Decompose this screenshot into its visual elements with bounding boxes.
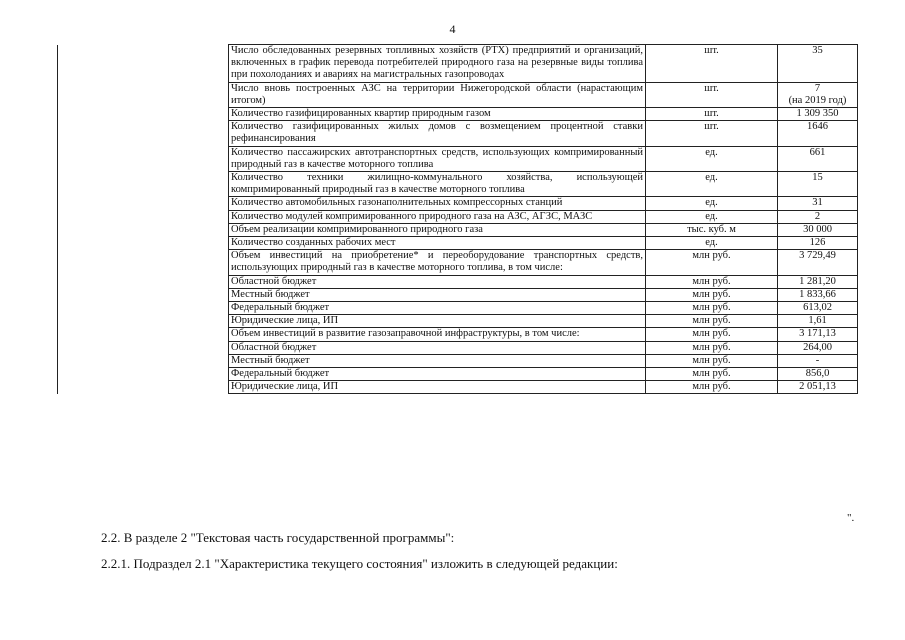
blank-left-column bbox=[58, 45, 229, 394]
paragraph-section-2-2: 2.2. В разделе 2 "Текстовая часть государственной программы": bbox=[101, 530, 455, 545]
page-number: 4 bbox=[449, 22, 456, 36]
unit-cell: шт. bbox=[646, 108, 778, 121]
value-cell: 3 729,49 bbox=[778, 250, 858, 275]
unit-cell: ед. bbox=[646, 197, 778, 210]
value-cell: 1 833,66 bbox=[778, 288, 858, 301]
unit-cell: шт. bbox=[646, 121, 778, 146]
value-cell: 1646 bbox=[778, 121, 858, 146]
value-cell: 7 (на 2019 год) bbox=[778, 82, 858, 107]
value-cell: 3 171,13 bbox=[778, 328, 858, 341]
unit-cell: млн руб. bbox=[646, 250, 778, 275]
indicator-name-cell: Местный бюджет bbox=[229, 354, 646, 367]
unit-cell: ед. bbox=[646, 146, 778, 171]
paragraph-section-2-2-1: 2.2.1. Подраздел 2.1 "Характеристика текущего состояния" изложить в следующей редакции: bbox=[101, 556, 618, 571]
value-cell: 2 051,13 bbox=[778, 381, 858, 394]
indicator-name-cell: Количество созданных рабочих мест bbox=[229, 237, 646, 250]
indicator-name-cell: Количество газифицированных квартир природным газом bbox=[229, 108, 646, 121]
unit-cell: млн руб. bbox=[646, 341, 778, 354]
indicator-name-cell: Количество газифицированных жилых домов с возмещением процентной ставки рефинансирования bbox=[229, 121, 646, 146]
indicator-name-cell: Количество модулей компримированного природного газа на АЗС, АГЗС, МАЗС bbox=[229, 210, 646, 223]
closing-quote: ". bbox=[847, 512, 855, 524]
indicator-name-cell: Областной бюджет bbox=[229, 341, 646, 354]
indicator-name-cell: Федеральный бюджет bbox=[229, 368, 646, 381]
unit-cell: млн руб. bbox=[646, 354, 778, 367]
unit-cell: шт. bbox=[646, 45, 778, 83]
unit-cell: млн руб. bbox=[646, 275, 778, 288]
unit-cell: ед. bbox=[646, 210, 778, 223]
value-cell: 1,61 bbox=[778, 315, 858, 328]
indicator-name-cell: Федеральный бюджет bbox=[229, 302, 646, 315]
unit-cell: млн руб. bbox=[646, 288, 778, 301]
unit-cell: млн руб. bbox=[646, 381, 778, 394]
table-row bbox=[58, 45, 858, 83]
value-cell: 661 bbox=[778, 146, 858, 171]
unit-cell: ед. bbox=[646, 237, 778, 250]
unit-cell: ед. bbox=[646, 172, 778, 197]
indicator-name-cell: Местный бюджет bbox=[229, 288, 646, 301]
value-cell: 31 bbox=[778, 197, 858, 210]
indicator-name-cell: Областной бюджет bbox=[229, 275, 646, 288]
indicator-name-cell: Объем реализации компримированного природного газа bbox=[229, 223, 646, 236]
indicator-name-cell: Число вновь построенных АЗС на территории Нижегородской области (нарастающим итогом) bbox=[229, 82, 646, 107]
unit-cell: шт. bbox=[646, 82, 778, 107]
unit-cell: млн руб. bbox=[646, 368, 778, 381]
value-cell: 1 281,20 bbox=[778, 275, 858, 288]
unit-cell: млн руб. bbox=[646, 328, 778, 341]
indicator-name-cell: Количество техники жилищно-коммунального хозяйства, использующей компримированный природный газ в качестве моторного топлива bbox=[229, 172, 646, 197]
indicator-name-cell: Юридические лица, ИП bbox=[229, 381, 646, 394]
value-cell: 613,02 bbox=[778, 302, 858, 315]
value-cell: 126 bbox=[778, 237, 858, 250]
value-cell: 264,00 bbox=[778, 341, 858, 354]
value-cell: 1 309 350 bbox=[778, 108, 858, 121]
indicator-name-cell: Количество автомобильных газонаполнительных компрессорных станций bbox=[229, 197, 646, 210]
value-cell: 856,0 bbox=[778, 368, 858, 381]
value-cell: 30 000 bbox=[778, 223, 858, 236]
indicators-table bbox=[57, 44, 858, 394]
value-cell: 35 bbox=[778, 45, 858, 83]
indicator-name-cell: Число обследованных резервных топливных хозяйств (РТХ) предприятий и организаций, включенных в график перевода потребителей природного газа на резервные виды топлива при похолоданиях и авариях на магистральных газопроводах bbox=[229, 45, 646, 83]
value-cell: 2 bbox=[778, 210, 858, 223]
value-cell: - bbox=[778, 354, 858, 367]
unit-cell: млн руб. bbox=[646, 302, 778, 315]
indicator-name-cell: Количество пассажирских автотранспортных средств, использующих компримированный природный газ в качестве моторного топлива bbox=[229, 146, 646, 171]
indicator-name-cell: Юридические лица, ИП bbox=[229, 315, 646, 328]
indicator-name-cell: Объем инвестиций на приобретение* и переоборудование транспортных средств, использующих природный газ в качестве моторного топлива, в том числе: bbox=[229, 250, 646, 275]
value-cell: 15 bbox=[778, 172, 858, 197]
indicators-table-body bbox=[58, 45, 858, 394]
unit-cell: млн руб. bbox=[646, 315, 778, 328]
unit-cell: тыс. куб. м bbox=[646, 223, 778, 236]
indicator-name-cell: Объем инвестиций в развитие газозаправочной инфраструктуры, в том числе: bbox=[229, 328, 646, 341]
